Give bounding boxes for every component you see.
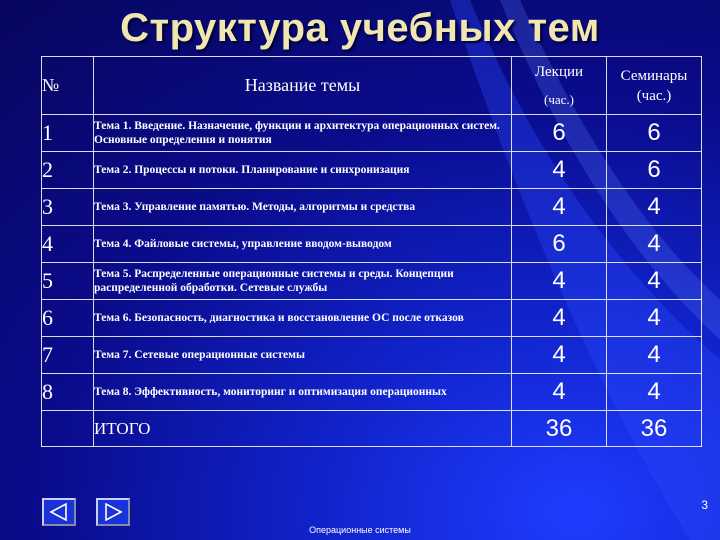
table-row: [42, 152, 702, 189]
table-row: [42, 115, 702, 152]
row-number: 5: [42, 263, 94, 300]
header-lectures-unit: (час.): [544, 91, 574, 107]
row-seminars: 4: [607, 189, 702, 226]
total-label: ИТОГО: [94, 411, 512, 447]
topics-table: [41, 56, 702, 447]
row-seminars: 6: [607, 152, 702, 189]
row-number: 8: [42, 374, 94, 411]
next-slide-button[interactable]: [96, 498, 130, 526]
row-number: 7: [42, 337, 94, 374]
row-number: 2: [42, 152, 94, 189]
row-lectures: 4: [512, 300, 607, 337]
header-lectures: [512, 57, 607, 115]
total-lectures: 36: [512, 411, 607, 447]
row-topic-name: Тема 7. Сетевые операционные системы: [94, 337, 512, 374]
arrow-right-icon: [102, 503, 124, 521]
total-seminars: 36: [607, 411, 702, 447]
row-number: 6: [42, 300, 94, 337]
header-topic-name: Название темы: [94, 57, 512, 115]
table-row: [42, 300, 702, 337]
row-topic-name: Тема 8. Эффективность, мониторинг и оптимизация операционных: [94, 374, 512, 411]
row-topic-name: Тема 5. Распределенные операционные системы и среды. Концепции распределенной обработки. Сетевые службы: [94, 263, 512, 300]
row-lectures: 4: [512, 263, 607, 300]
table-row: [42, 226, 702, 263]
row-lectures: 4: [512, 189, 607, 226]
slide-title: Структура учебных тем: [120, 6, 600, 50]
total-row-number: [42, 411, 94, 447]
row-number: 3: [42, 189, 94, 226]
row-number: 4: [42, 226, 94, 263]
footer-text: Операционные системы: [309, 525, 411, 535]
row-seminars: 4: [607, 226, 702, 263]
arrow-left-icon: [48, 503, 70, 521]
row-seminars: 4: [607, 337, 702, 374]
row-seminars: 4: [607, 374, 702, 411]
prev-slide-button[interactable]: [42, 498, 76, 526]
table-row: [42, 337, 702, 374]
row-topic-name: Тема 2. Процессы и потоки. Планирование и синхронизация: [94, 152, 512, 189]
row-lectures: 6: [512, 226, 607, 263]
row-seminars: 4: [607, 300, 702, 337]
row-lectures: 4: [512, 337, 607, 374]
row-topic-name: Тема 3. Управление памятью. Методы, алгоритмы и средства: [94, 189, 512, 226]
table-header-row: [42, 57, 702, 115]
table-row: [42, 263, 702, 300]
row-lectures: 4: [512, 374, 607, 411]
row-seminars: 6: [607, 115, 702, 152]
row-lectures: 6: [512, 115, 607, 152]
row-number: 1: [42, 115, 94, 152]
row-topic-name: Тема 4. Файловые системы, управление вводом-выводом: [94, 226, 512, 263]
row-lectures: 4: [512, 152, 607, 189]
table-row: [42, 189, 702, 226]
row-seminars: 4: [607, 263, 702, 300]
row-topic-name: Тема 1. Введение. Назначение, функции и архитектура операционных систем. Основные определения и понятия: [94, 115, 512, 152]
header-lectures-label: Лекции: [534, 63, 584, 80]
header-seminars: Семинары (час.): [607, 57, 702, 115]
header-number: №: [42, 57, 94, 115]
row-topic-name: Тема 6. Безопасность, диагностика и восстановление ОС после отказов: [94, 300, 512, 337]
total-row: [42, 411, 702, 447]
table-row: [42, 374, 702, 411]
slide-number: 3: [701, 498, 708, 512]
